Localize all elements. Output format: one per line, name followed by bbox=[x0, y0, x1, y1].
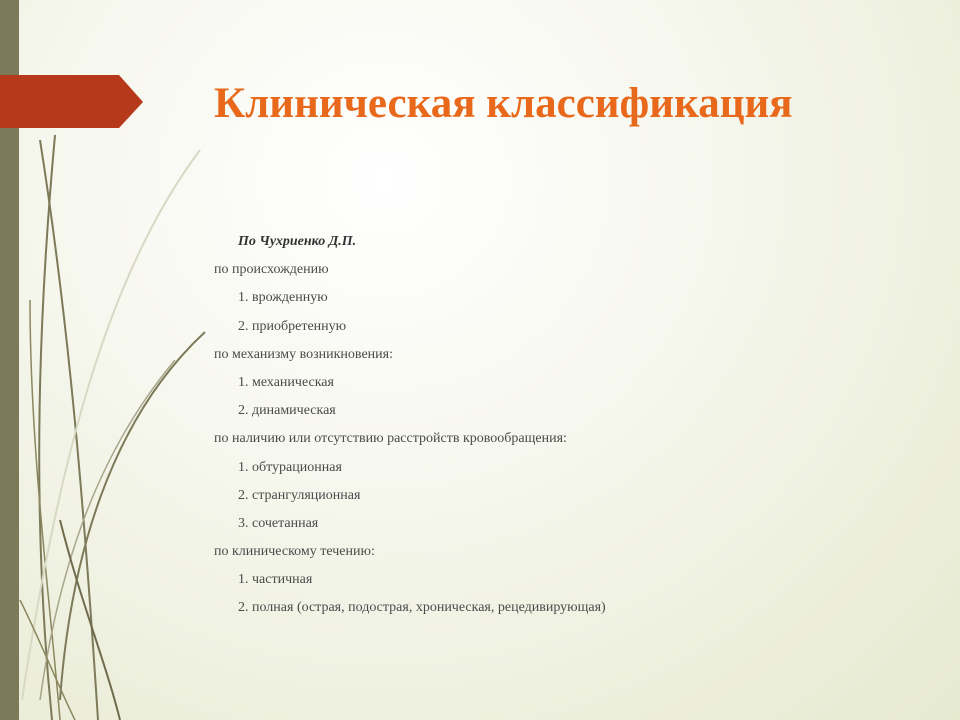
section-heading-mechanism: по механизму возникновения: bbox=[214, 346, 393, 362]
slide-title: Клиническая классификация bbox=[214, 80, 793, 127]
list-item: 1. механическая bbox=[238, 374, 334, 390]
list-item: 3. сочетанная bbox=[238, 515, 319, 531]
list-item: 1. обтурационная bbox=[238, 459, 342, 475]
list-item: 1. врожденную bbox=[238, 290, 328, 306]
list-item: 1. частичная bbox=[238, 572, 313, 588]
list-item: 2. динамическая bbox=[238, 403, 336, 419]
classification-list bbox=[214, 228, 914, 623]
section-heading-origin: по происхождению bbox=[214, 262, 329, 278]
list-item: 2. приобретенную bbox=[238, 318, 347, 334]
section-heading-clinical-course: по клиническому течению: bbox=[214, 544, 375, 560]
list-item: 2. странгуляционная bbox=[238, 487, 361, 503]
title-accent-arrow bbox=[0, 75, 150, 129]
section-heading-circulation: по наличию или отсутствию расстройств кровообращения: bbox=[214, 431, 567, 447]
list-item: 2. полная (острая, подострая, хроническая, рецедивирующая) bbox=[238, 600, 606, 616]
author-line: По Чухриенко Д.П. bbox=[238, 234, 357, 249]
